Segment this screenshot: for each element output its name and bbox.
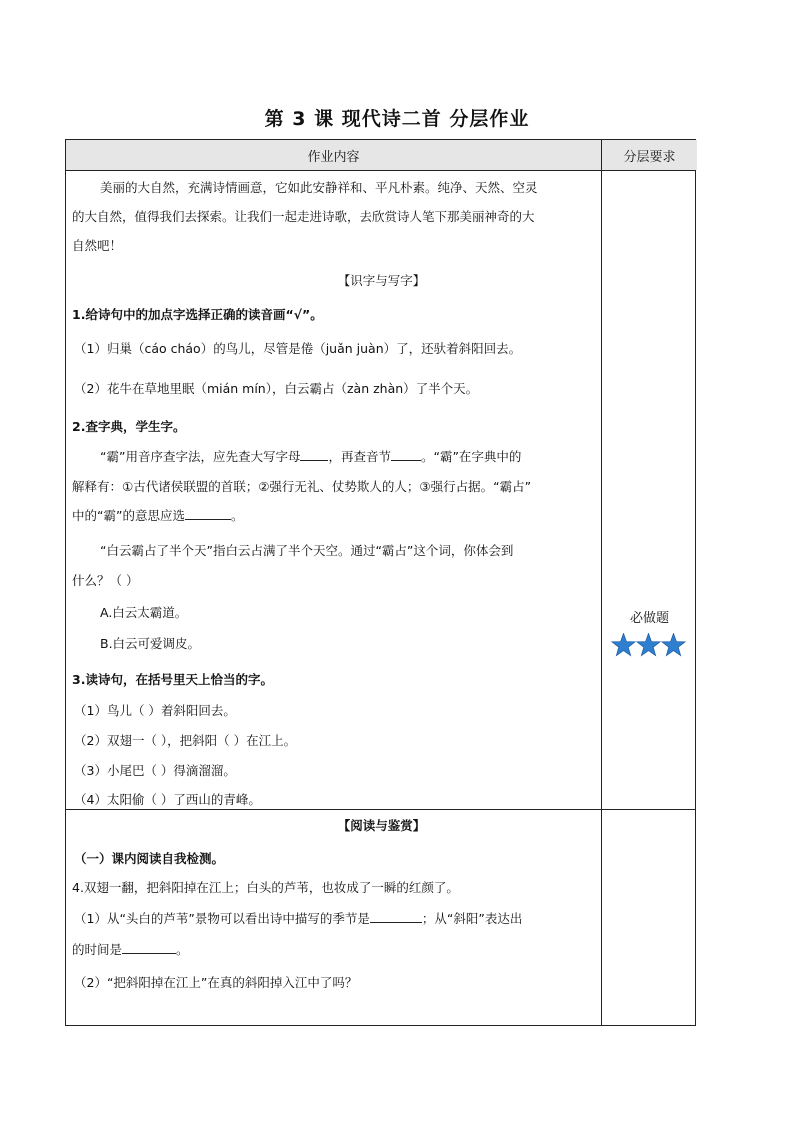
q4-1-line-1 — [74, 910, 522, 928]
q3-item-1: （1）鸟儿（ ）着斜阳回去。 — [74, 703, 236, 718]
q2-line-3-a: 中的“霸”的意思应选 — [72, 508, 185, 523]
intro-line-2: 的大自然，值得我们去探索。让我们一起走进诗歌，去欣赏诗人笔下那美丽神奇的大 — [72, 209, 535, 224]
q1-item-2: （2）花牛在草地里眠（mián mín），白云霸占（zàn zhàn）了半个天。 — [74, 381, 479, 396]
q1-title: 1.给诗句中的加点字选择正确的读音画“√”。 — [72, 307, 323, 322]
section1-heading: 【识字与写字】 — [337, 273, 426, 288]
answer-blank-time[interactable] — [122, 941, 176, 954]
page-title: 第 3 课 现代诗二首 分层作业 — [264, 108, 530, 130]
homework-table — [65, 139, 696, 1026]
q2-line-1-b: ，再查音节 — [328, 449, 391, 464]
star-icon — [637, 634, 660, 656]
q3-item-2: （2）双翅一（ ），把斜阳（ ）在江上。 — [74, 733, 297, 748]
answer-blank-syllable[interactable] — [391, 448, 421, 461]
q3-title: 3.读诗句，在括号里天上恰当的字。 — [72, 672, 273, 687]
q3-item-4: （4）太阳偷（ ）了西山的青峰。 — [74, 792, 261, 807]
intro-line-1: 美丽的大自然，充满诗情画意，它如此安静祥和、平凡朴素。纯净、天然、空灵 — [100, 180, 538, 195]
header-requirement: 分层要求 — [602, 140, 697, 170]
star-icon — [612, 634, 635, 656]
q3-item-3: （3）小尾巴（ ）得滴溜溜。 — [74, 763, 236, 778]
answer-blank-season[interactable] — [370, 910, 422, 923]
q2-title: 2.查字典，学生字。 — [72, 419, 186, 434]
q4-1-d: 。 — [176, 942, 189, 957]
q2-line-3 — [72, 507, 243, 525]
q4-1-a: （1）从“头白的芦苇”景物可以看出诗中描写的季节是 — [74, 911, 370, 926]
q2-option-b: B.白云可爱调皮。 — [100, 636, 201, 651]
q2-option-a: A.白云太霸道。 — [100, 605, 188, 620]
answer-blank-meaning[interactable] — [185, 507, 231, 520]
section2-heading: 【阅读与鉴赏】 — [337, 818, 426, 833]
requirement-label: 必做题 — [629, 611, 669, 626]
q2-line-1-a: “霸”用音序查字法，应先查大写字母 — [100, 449, 301, 464]
rating-stars — [611, 633, 686, 657]
intro-line-3: 自然吧！ — [72, 238, 123, 253]
q2-line-4: “白云霸占了半个天”指白云占满了半个天空。通过“霸占”这个词，你体会到 — [100, 543, 514, 558]
q4-1-line-2 — [72, 941, 189, 959]
q1-item-1: （1）归巢（cáo cháo）的鸟儿，尽管是倦（juǎn juàn）了，还驮着斜阳回去。 — [74, 341, 522, 356]
q4-2: （2）“把斜阳掉在江上”在真的斜阳掉入江中了吗？ — [74, 975, 358, 990]
q4-passage: 4.双翅一翻，把斜阳掉在江上；白头的芦苇，也妆成了一瞬的红颜了。 — [72, 880, 459, 895]
q2-line-3-b: 。 — [230, 508, 244, 523]
section2-subheading: （一）课内阅读自我检测。 — [74, 851, 225, 866]
q2-line-1 — [100, 448, 521, 466]
q4-1-c: 的时间是 — [72, 942, 123, 957]
star-icon — [662, 634, 685, 656]
q2-line-1-c: 。“霸”在字典中的 — [420, 449, 522, 464]
header-content: 作业内容 — [66, 140, 601, 170]
q4-1-b: ；从“斜阳”表达出 — [421, 911, 523, 926]
q2-line-5: 什么？（ ） — [72, 573, 139, 588]
q2-line-2: 解释有：①古代诸侯联盟的首联；②强行无礼、仗势欺人的人；③强行占据。“霸占” — [72, 479, 532, 494]
answer-blank-letter[interactable] — [300, 448, 328, 461]
